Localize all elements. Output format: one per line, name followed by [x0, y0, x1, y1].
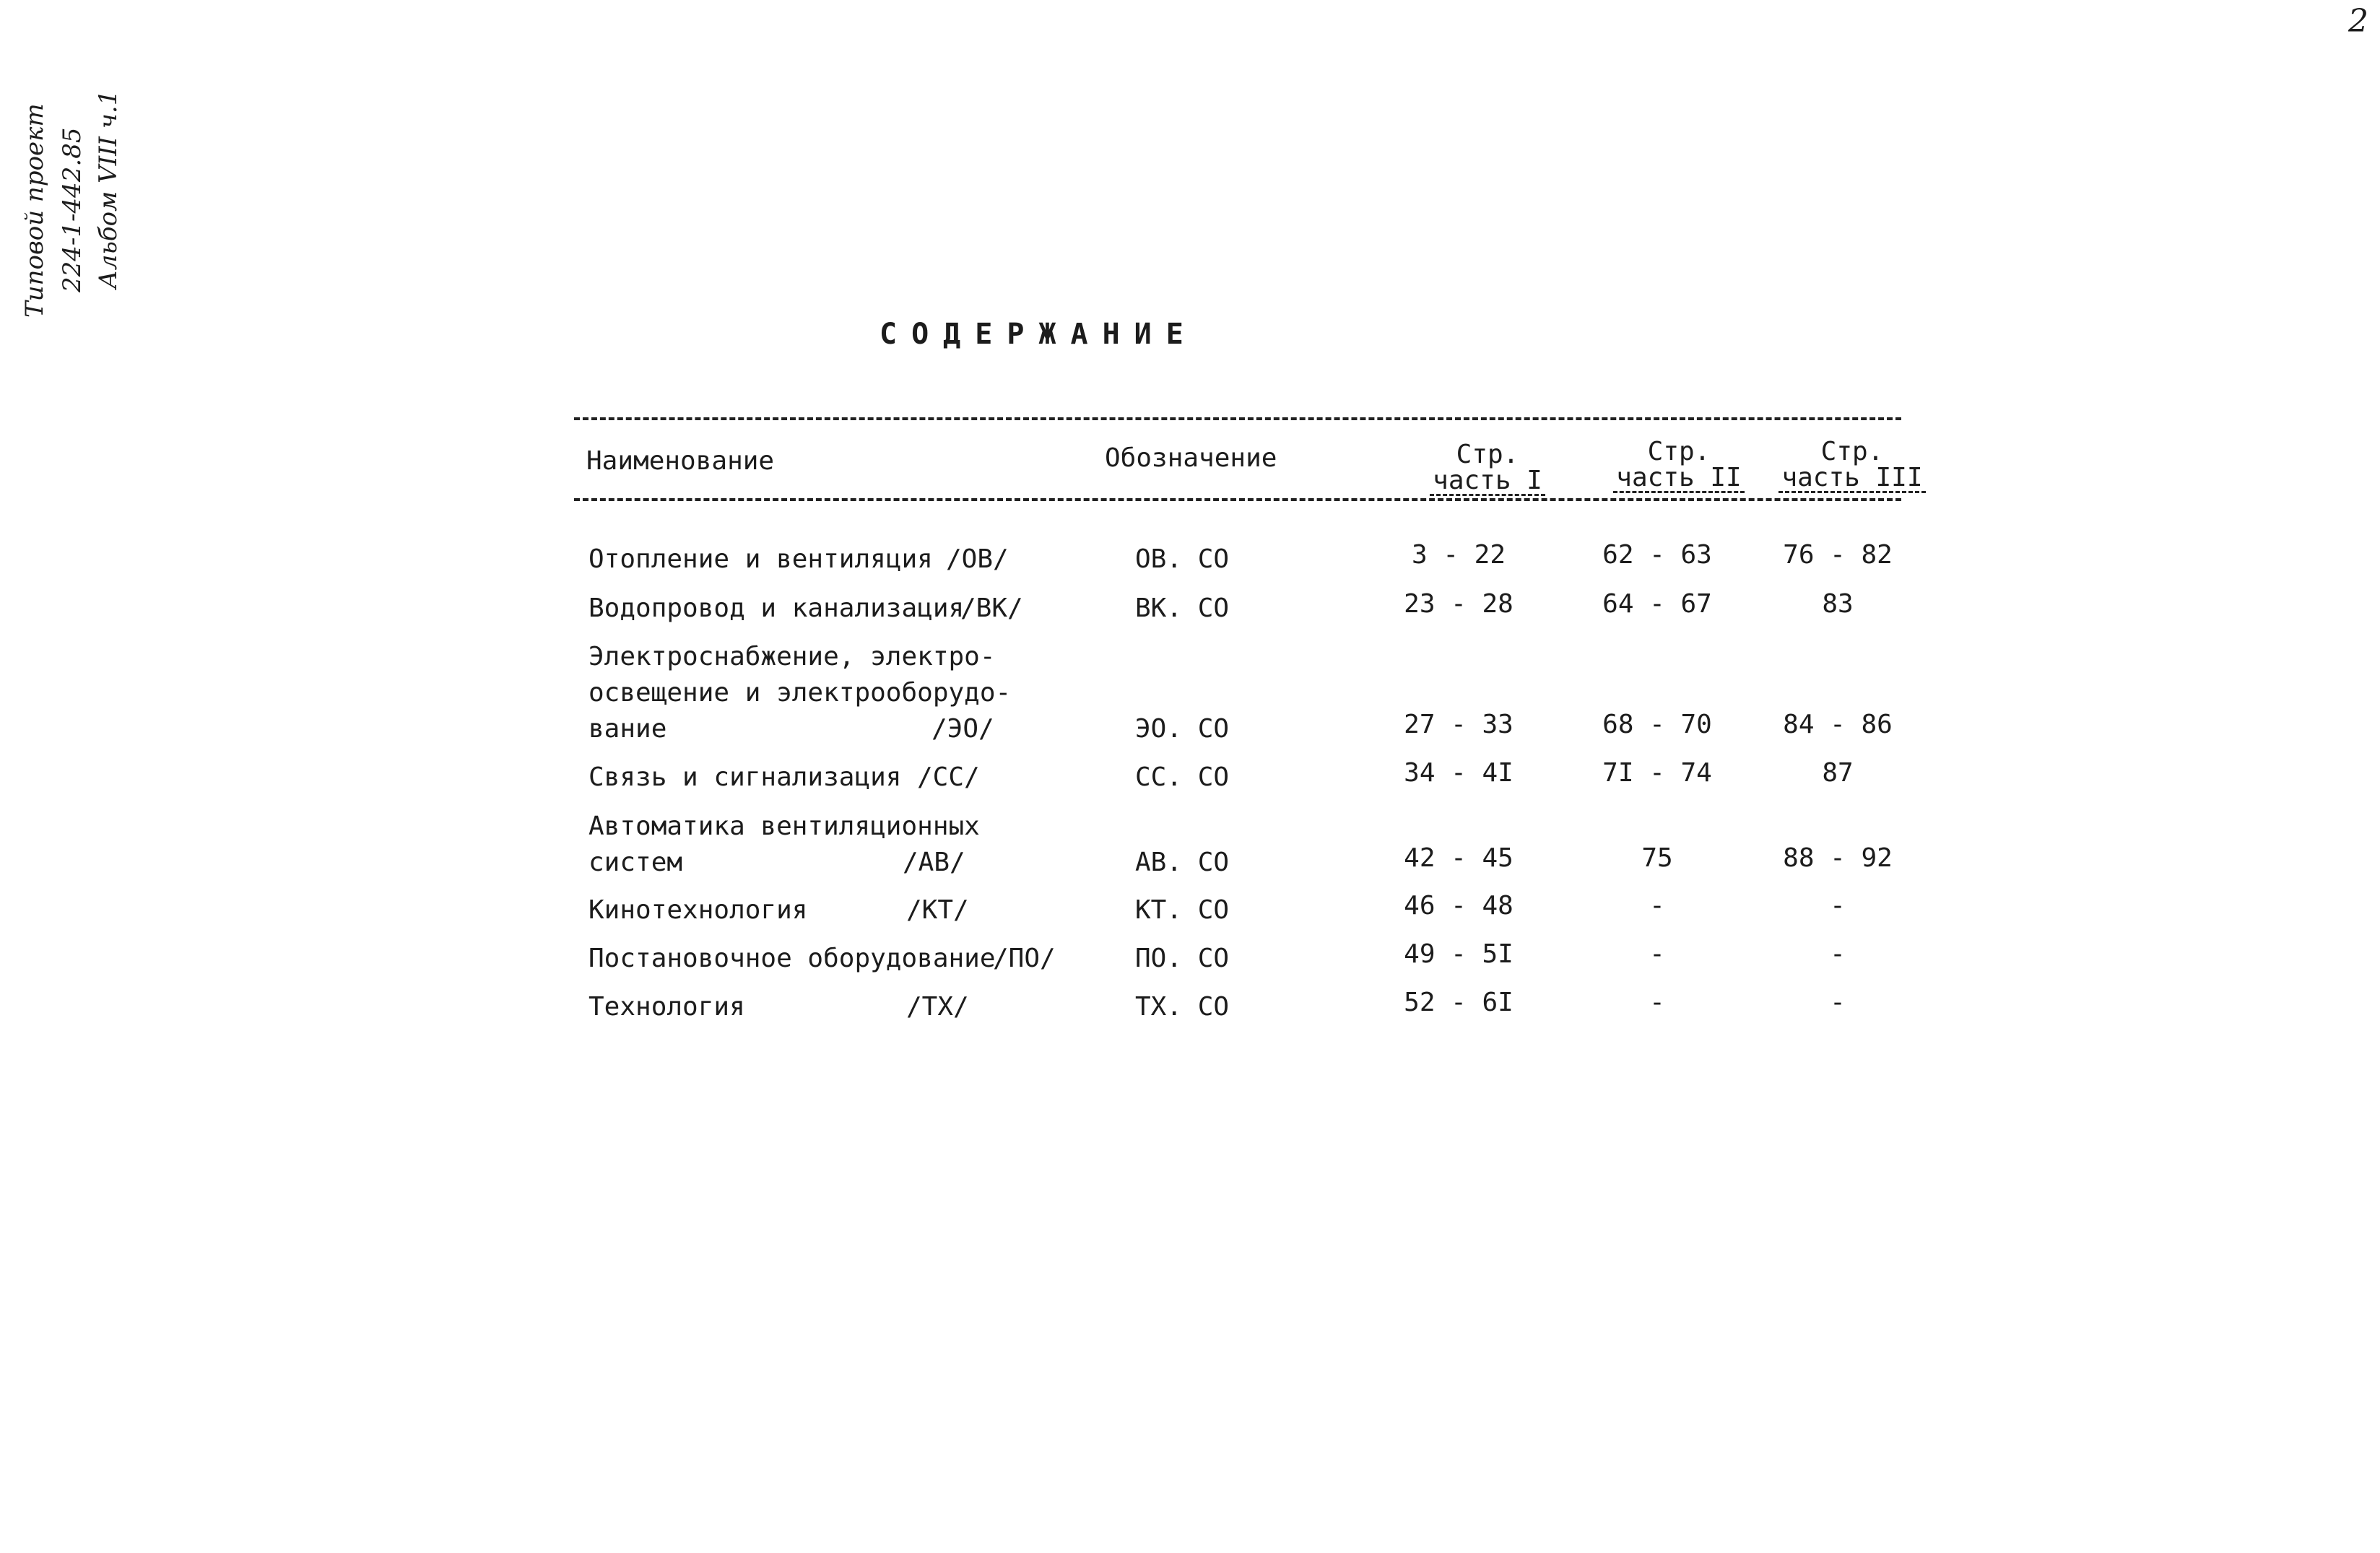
- row-code: ПО. СО: [1135, 944, 1230, 973]
- row-name: Электроснабжение, электро-: [589, 642, 996, 671]
- header-bottom-rule: [574, 498, 1901, 501]
- row-code: СС. СО: [1135, 762, 1230, 792]
- row-name: Автоматика вентиляционных: [589, 812, 980, 841]
- row-pages-part2: -: [1649, 891, 1665, 921]
- page-number: 2: [2348, 3, 2368, 40]
- row-code: ТХ. СО: [1135, 992, 1230, 1022]
- row-pages-part2: 7I - 74: [1602, 758, 1712, 788]
- row-section-tag: /ВК/: [960, 593, 1023, 623]
- row-pages-part3: 83: [1822, 589, 1854, 619]
- header-code: Обозначение: [1105, 443, 1277, 473]
- header-part3: [1776, 439, 1928, 493]
- header-part3-bottom: часть III: [1779, 465, 1925, 493]
- row-pages-part3: 88 - 92: [1783, 843, 1893, 873]
- row-pages-part3: -: [1830, 891, 1846, 921]
- project-stamp: [13, 87, 121, 325]
- header-name: Наименование: [586, 446, 775, 476]
- stamp-line-1: Типовой проект: [20, 103, 49, 318]
- row-pages-part3: 87: [1822, 758, 1854, 788]
- header-part1: [1415, 442, 1560, 496]
- stamp-line-2: 224-1-442.85: [58, 127, 87, 292]
- row-code: ЭО. СО: [1135, 714, 1230, 744]
- row-name: систем: [589, 848, 683, 877]
- row-section-tag: /КТ/: [906, 895, 969, 925]
- row-pages-part2: 64 - 67: [1602, 589, 1712, 619]
- row-name: Кинотехнология: [589, 895, 808, 925]
- row-section-tag: /ПО/: [993, 944, 1056, 973]
- row-pages-part2: -: [1649, 988, 1665, 1017]
- row-pages-part2: 68 - 70: [1602, 710, 1712, 739]
- row-code: АВ. СО: [1135, 848, 1230, 877]
- row-code: ОВ. СО: [1135, 544, 1230, 574]
- row-name: Отопление и вентиляция: [589, 544, 933, 574]
- row-pages-part1: 52 - 6I: [1404, 988, 1513, 1017]
- row-pages-part2: -: [1649, 939, 1665, 969]
- row-pages-part1: 3 - 22: [1411, 540, 1506, 570]
- row-section-tag: /АВ/: [903, 848, 965, 877]
- row-pages-part1: 42 - 45: [1404, 843, 1513, 873]
- row-pages-part1: 34 - 4I: [1404, 758, 1513, 788]
- row-pages-part1: 27 - 33: [1404, 710, 1513, 739]
- row-name: Связь и сигнализация: [589, 762, 902, 792]
- header-part1-top: Стр.: [1456, 440, 1519, 469]
- header-part1-bottom: часть I: [1430, 468, 1545, 496]
- row-code: ВК. СО: [1135, 593, 1230, 623]
- row-name: Постановочное оборудование: [589, 944, 996, 973]
- header-part2: [1603, 439, 1755, 493]
- header-part3-top: Стр.: [1820, 437, 1884, 466]
- row-pages-part3: -: [1830, 988, 1846, 1017]
- row-pages-part3: 76 - 82: [1783, 540, 1893, 570]
- row-section-tag: /ЭО/: [931, 714, 994, 744]
- row-section-tag: /СС/: [917, 762, 980, 792]
- stamp-line-3: Альбом VIII ч.1: [94, 90, 123, 289]
- row-pages-part2: 62 - 63: [1602, 540, 1712, 570]
- row-name: вание: [589, 714, 667, 744]
- row-pages-part2: 75: [1641, 843, 1673, 873]
- row-code: КТ. СО: [1135, 895, 1230, 925]
- table-top-rule: [574, 417, 1901, 420]
- row-pages-part3: 84 - 86: [1783, 710, 1893, 739]
- row-pages-part1: 46 - 48: [1404, 891, 1513, 921]
- row-pages-part1: 23 - 28: [1404, 589, 1513, 619]
- row-section-tag: /ТХ/: [906, 992, 969, 1022]
- row-name: Водопровод и канализация: [589, 593, 965, 623]
- header-part2-bottom: часть II: [1613, 465, 1744, 493]
- header-part2-top: Стр.: [1647, 437, 1711, 466]
- row-name: освещение и электрооборудо-: [589, 678, 1012, 708]
- row-section-tag: /ОВ/: [946, 544, 1009, 574]
- row-pages-part3: -: [1830, 939, 1846, 969]
- page-title: СОДЕРЖАНИЕ: [880, 318, 1198, 351]
- row-pages-part1: 49 - 5I: [1404, 939, 1513, 969]
- row-name: Технология: [589, 992, 745, 1022]
